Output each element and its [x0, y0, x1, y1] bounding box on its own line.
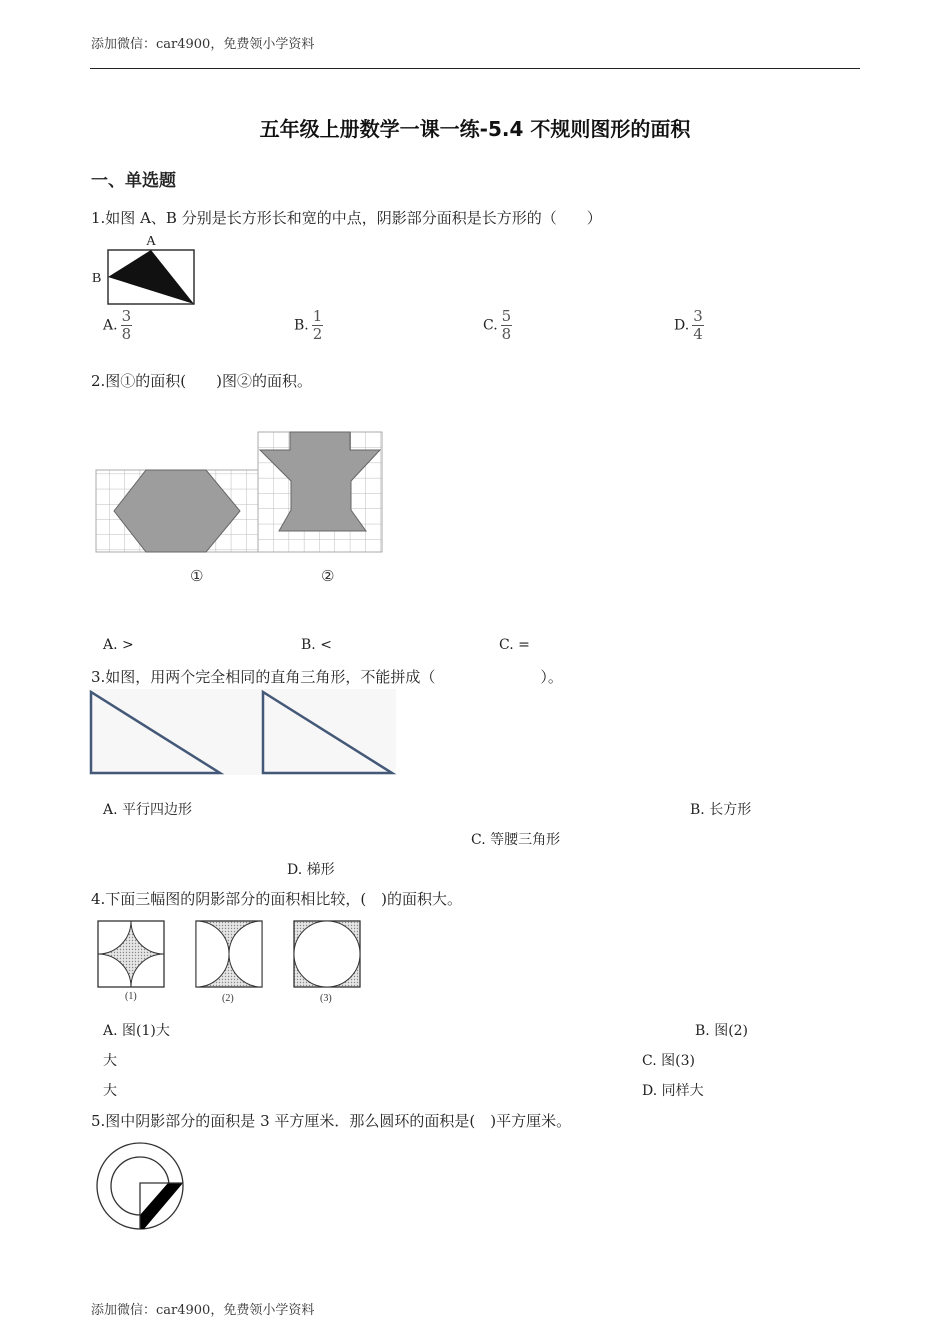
- fig-label-1: (1): [125, 991, 137, 1002]
- question-2-text: 2.图①的面积( )图②的面积。: [91, 372, 313, 390]
- q3-option-d[interactable]: D. 梯形: [287, 862, 335, 878]
- question-5-figure: [94, 1142, 186, 1234]
- question-3-figure: [90, 689, 396, 775]
- question-5-text: 5.图中阴影部分的面积是 3 平方厘米．那么圆环的面积是( )平方厘米。: [91, 1112, 572, 1130]
- q1-option-c[interactable]: C. $\frac{5}{8}$: [483, 307, 512, 343]
- question-3-text: 3.如图，用两个完全相同的直角三角形，不能拼成（ ）。: [91, 668, 563, 686]
- q4-option-c-cont: 大: [103, 1083, 117, 1099]
- q2-option-b[interactable]: B. <: [301, 637, 332, 653]
- page-header: 添加微信：car4900，免费领小学资料: [91, 37, 315, 52]
- q1-option-d[interactable]: D. $\frac{3}{4}$: [674, 307, 703, 343]
- page-footer: 添加微信：car4900，免费领小学资料: [91, 1303, 315, 1318]
- fig-label-3: (3): [320, 993, 332, 1004]
- question-1-figure: [88, 230, 200, 308]
- question-1-text: 1.如图 A、B 分别是长方形长和宽的中点，阴影部分面积是长方形的（ ）: [91, 209, 602, 227]
- figure-1-label: ①: [190, 567, 204, 585]
- section-heading: 一、单选题: [91, 171, 176, 191]
- q4-option-d[interactable]: D. 同样大: [642, 1083, 704, 1099]
- question-4-figure: [95, 918, 365, 1006]
- q4-option-b-cont: 大: [103, 1053, 117, 1069]
- header-divider: [90, 68, 860, 69]
- q4-option-c[interactable]: C. 图(3): [642, 1053, 695, 1069]
- q2-option-a[interactable]: A. >: [103, 637, 134, 653]
- q3-option-a[interactable]: A. 平行四边形: [103, 802, 193, 818]
- label-b: B: [92, 271, 102, 286]
- page-title: 五年级上册数学一课一练-5.4 不规则图形的面积: [259, 117, 691, 141]
- q4-option-a[interactable]: A. 图(1)大: [103, 1023, 170, 1039]
- figure-2-label: ②: [321, 567, 335, 585]
- question-4-text: 4.下面三幅图的阴影部分的面积相比较，( )的面积大。: [91, 890, 463, 908]
- q1-option-b[interactable]: B. $\frac{1}{2}$: [294, 307, 323, 343]
- q3-option-b[interactable]: B. 长方形: [690, 802, 752, 818]
- q3-option-c[interactable]: C. 等腰三角形: [471, 832, 561, 848]
- question-2-figure: [94, 428, 384, 586]
- label-a: A: [146, 234, 157, 249]
- q4-option-b[interactable]: B. 图(2): [695, 1023, 749, 1039]
- fig-label-2: (2): [222, 993, 234, 1004]
- q1-option-a[interactable]: A. $\frac{3}{8}$: [103, 307, 132, 343]
- q2-option-c[interactable]: C. =: [499, 637, 530, 653]
